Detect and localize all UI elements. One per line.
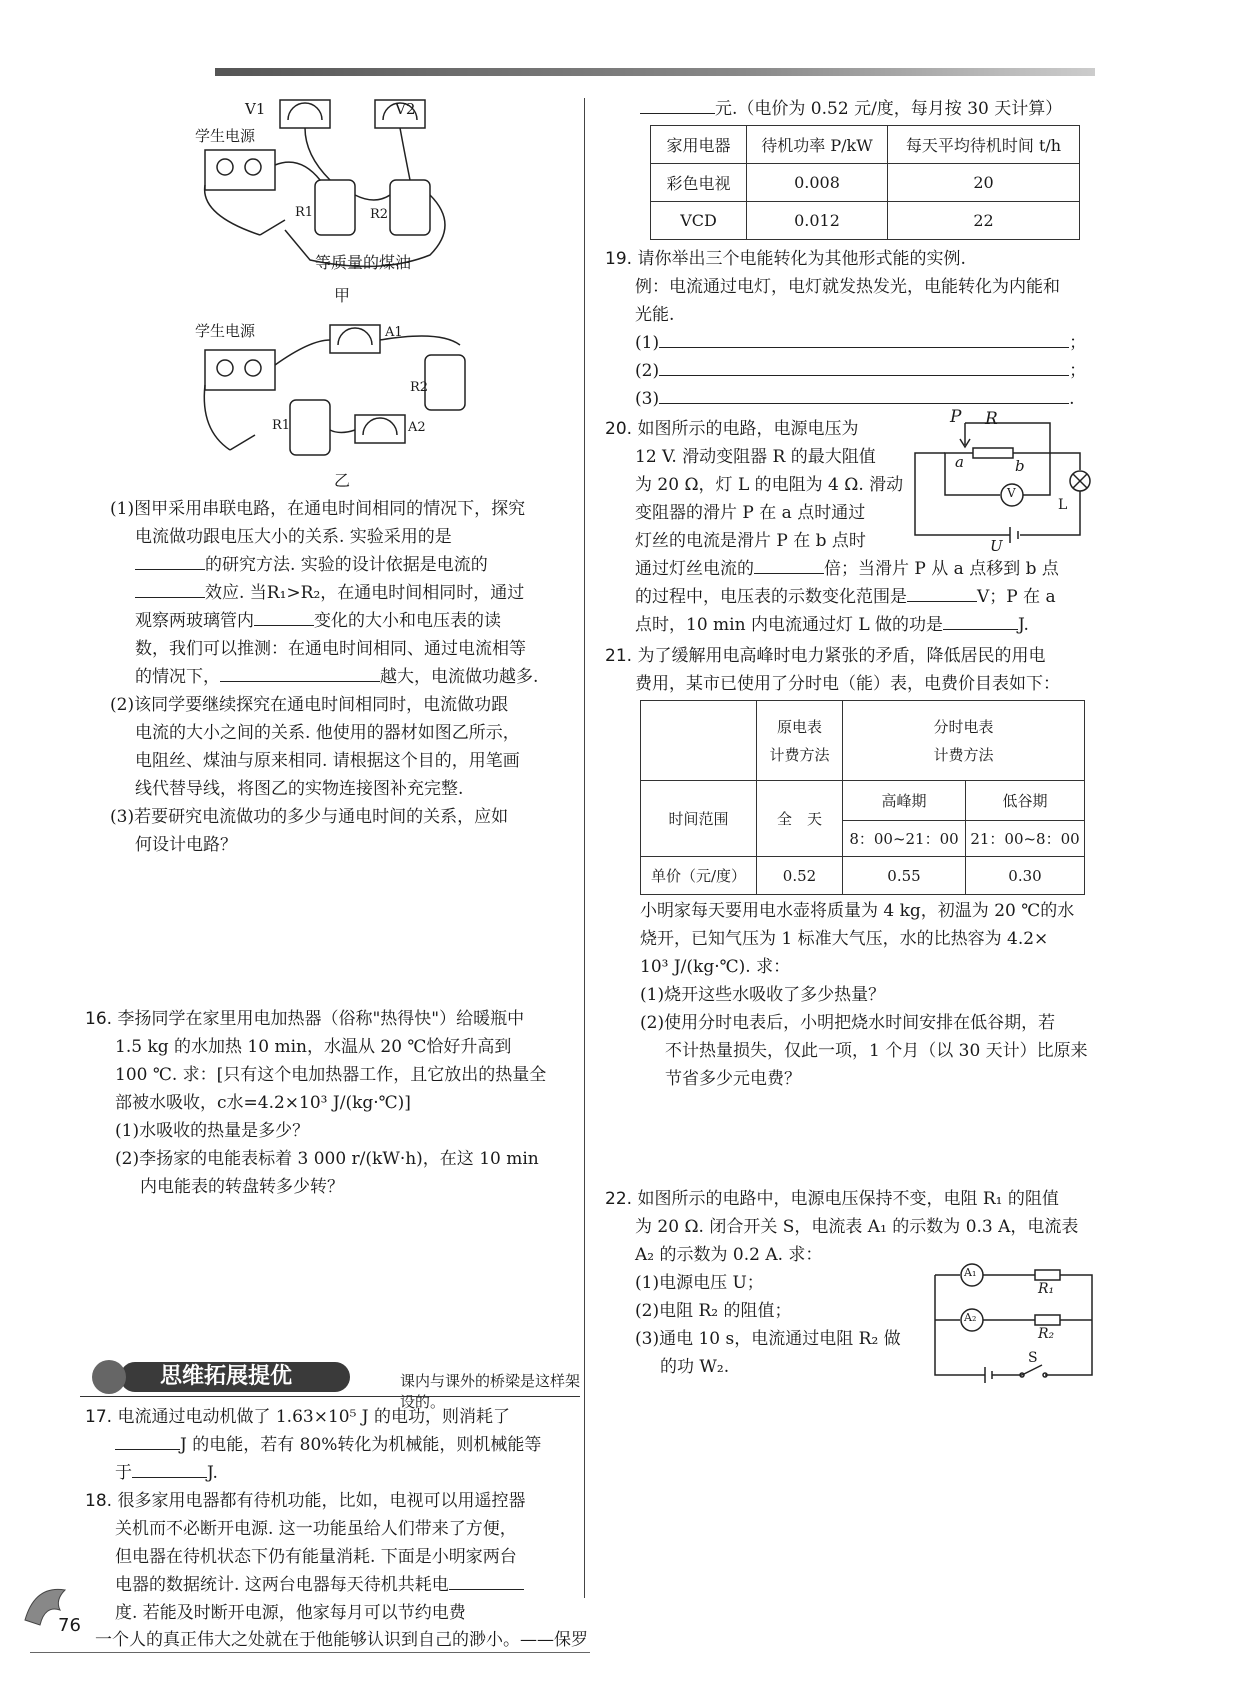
text-line: (3)通电 10 s，电流通过电阻 R₂ 做	[635, 1329, 901, 1349]
text-line: 为了缓解用电高峰时电力紧张的矛盾，降低居民的用电	[637, 646, 1046, 666]
q21-table-wrap	[640, 700, 1085, 895]
u-label: U	[990, 537, 1003, 555]
footer-quote: 一个人的真正伟大之处就在于他能够认识到自己的渺小。——保罗	[95, 1630, 588, 1650]
question-number: 20.	[605, 419, 633, 439]
q15-parts	[110, 495, 570, 859]
power-label: 学生电源	[195, 127, 256, 145]
table-cell: 21：00~8：00	[966, 821, 1085, 857]
table-header: 分时电表 计费方法	[843, 701, 1085, 781]
text-line: (3)若要研究电流做功的多少与通电时间的关系，应如	[110, 807, 509, 827]
answer-blank[interactable]	[943, 611, 1018, 630]
table-header: 家用电器	[651, 126, 747, 164]
text-line: 12 V. 滑动变阻器 R 的最大阻值	[635, 447, 876, 467]
table-cell: 0.30	[966, 857, 1085, 895]
table-cell: 彩色电视	[651, 164, 747, 202]
text-line: 例：电流通过电灯，电灯就发热发光，电能转化为内能和	[635, 277, 1060, 297]
standby-table	[650, 125, 1080, 240]
text-line: 李扬同学在家里用电加热器（俗称"热得快"）给暖瓶中	[117, 1009, 525, 1029]
text-line: 灯丝的电流是滑片 P 在 b 点时	[635, 531, 866, 551]
power-label: 学生电源	[195, 322, 256, 340]
v-label: V	[1007, 486, 1016, 500]
figure-jia	[190, 95, 550, 295]
text-line: 10³ J/(kg·℃). 求：	[640, 957, 791, 977]
answer-blank[interactable]	[220, 663, 380, 682]
text-line: 为 20 Ω. 闭合开关 S，电流表 A₁ 的示数为 0.3 A，电流表	[635, 1217, 1079, 1237]
text-line: (1)电源电压 U；	[635, 1273, 764, 1293]
footer-rule	[30, 1652, 590, 1653]
question-21	[605, 642, 1105, 698]
text-line: 效应. 当R₁>R₂，在通电时间相同时，通过	[110, 579, 570, 607]
question-number: 18.	[85, 1491, 113, 1511]
question-number: 16.	[85, 1009, 113, 1029]
text-line: (1)烧开这些水吸收了多少热量？	[640, 985, 886, 1005]
answer-blank[interactable]	[640, 95, 715, 114]
table-header: 每天平均待机时间 t/h	[888, 126, 1080, 164]
figure-yi-caption: 乙	[334, 471, 351, 490]
oil-label: 等质量的煤油	[315, 253, 412, 272]
q18-table-wrap	[650, 125, 1080, 240]
text-line: 的研究方法. 实验的设计依据是电流的	[110, 551, 570, 579]
a2-label: A₂	[964, 1311, 977, 1324]
r-label: R	[985, 409, 998, 429]
table-header: 待机功率 P/kW	[747, 126, 888, 164]
text-line: 内电能表的转盘转多少转？	[140, 1177, 344, 1197]
a1-label: A1	[385, 325, 403, 340]
v2-label: V2	[395, 100, 416, 118]
table-cell: 时间范围	[641, 781, 757, 857]
shell-icon	[92, 1360, 126, 1394]
text-line: (2)该同学要继续探究在通电时间相同时，电流做功跟	[110, 695, 509, 715]
table-cell: 0.55	[843, 857, 966, 895]
answer-blank[interactable]	[135, 579, 205, 598]
text-line: 电流做功跟电压大小的关系. 实验采用的是	[135, 527, 452, 547]
switch-label: S	[1028, 1350, 1038, 1366]
q20-circuit	[910, 407, 1095, 565]
b-label: b	[1015, 457, 1025, 475]
table-cell: 8：00~21：00	[843, 821, 966, 857]
q22-circuit-drawing	[930, 1265, 1095, 1380]
table-cell: 22	[888, 202, 1080, 240]
text-line: 如图所示的电路，电源电压为	[637, 419, 859, 439]
figure-jia-caption: 甲	[334, 286, 351, 305]
answer-line[interactable]	[659, 385, 1069, 404]
text-line: 数，我们可以推测：在通电时间相同、通过电流相等	[135, 639, 526, 659]
table-cell: 0.012	[747, 202, 888, 240]
table-cell: 高峰期	[843, 781, 966, 821]
question-number: 22.	[605, 1189, 633, 1209]
table-cell: VCD	[651, 202, 747, 240]
text-line: 度. 若能及时断开电源，他家每月可以节约电费	[115, 1603, 466, 1623]
text-line: (2)使用分时电表后，小明把烧水时间安排在低谷期，若	[640, 1013, 1056, 1033]
l-label: L	[1058, 497, 1068, 513]
banner-subtitle: 课内与课外的桥梁是这样架设的。	[400, 1372, 581, 1411]
section-banner	[80, 1358, 581, 1411]
text-line: (1)图甲采用串联电路，在通电时间相同的情况下，探究	[110, 499, 526, 519]
answer-blank[interactable]	[115, 1431, 180, 1450]
price-table	[640, 700, 1085, 895]
table-header: 原电表 计费方法	[757, 701, 843, 781]
question-number: 17.	[85, 1407, 113, 1427]
text-line: 请你举出三个电能转化为其他形式能的实例.	[637, 249, 966, 269]
r1-label: R1	[272, 418, 291, 433]
text-line: 小明家每天要用电水壶将质量为 4 kg，初温为 20 ℃的水	[640, 901, 1075, 921]
question-number: 19.	[605, 249, 633, 269]
text-line: 电阻丝、煤油与原来相同. 请根据这个目的，用笔画	[135, 751, 520, 771]
r2-label: R2	[370, 207, 389, 222]
p-label: P	[950, 407, 962, 427]
q22-circuit	[930, 1265, 1095, 1380]
text-line: (2)李扬家的电能表标着 3 000 r/(kW·h)，在这 10 min	[115, 1149, 539, 1169]
text-line: 的功 W₂.	[660, 1357, 730, 1377]
table-cell: 单价（元/度）	[641, 857, 757, 895]
banner-rule	[80, 1396, 580, 1397]
answer-line[interactable]	[659, 329, 1069, 348]
text-line: 费用，某市已使用了分时电（能）表，电费价目表如下：	[635, 674, 1060, 694]
answer-blank[interactable]	[132, 1459, 207, 1478]
text-line: 何设计电路？	[135, 835, 237, 855]
banner-title: 思维拓展提优	[120, 1362, 350, 1392]
text-line: 如图所示的电路中，电源电压保持不变，电阻 R₁ 的阻值	[637, 1189, 1059, 1209]
text-line: 电流通过电动机做了 1.63×10⁵ J 的电功，则消耗了	[117, 1407, 511, 1427]
column-divider	[584, 98, 585, 1598]
text-line: 1.5 kg 的水加热 10 min，水温从 20 ℃恰好升高到	[115, 1037, 512, 1057]
answer-blank[interactable]	[254, 607, 314, 626]
question-18: 18. 很多家用电器都有待机功能，比如，电视可以用遥控器 关机而不必断开电源. 这一功能虽给人们带来了方便， 但电器在待机状态下仍有能量消耗. 下面是小明家两台 电器的数据统计. 这两台电器每天待机共耗电 度. 若能及时断开电源，他家每月可以节约电费	[85, 1487, 575, 1627]
text-line: 但电器在待机状态下仍有能量消耗. 下面是小明家两台	[115, 1547, 517, 1567]
page-number: 76	[58, 1615, 81, 1636]
text-line: 观察两玻璃管内 变化的大小和电压表的读	[110, 607, 570, 635]
text-line: (2)电阻 R₂ 的阻值；	[635, 1301, 792, 1321]
answer-blank[interactable]	[449, 1571, 524, 1590]
table-cell: 0.52	[757, 857, 843, 895]
question-19: 19. 请你举出三个电能转化为其他形式能的实例. 例：电流通过电灯，电灯就发热发光，电能转化为内能和 光能. (1) ； (2) ； (3) .	[605, 245, 1095, 413]
text-line: (1)水吸收的热量是多少？	[115, 1121, 310, 1141]
table-cell: 全 天	[757, 781, 843, 857]
answer-blank[interactable]	[754, 555, 824, 574]
answer-blank[interactable]	[907, 583, 977, 602]
a2-label: A2	[408, 420, 426, 435]
table-cell: 0.008	[747, 164, 888, 202]
table-cell: 20	[888, 164, 1080, 202]
text-line: 为 20 Ω，灯 L 的电阻为 4 Ω. 滑动	[635, 475, 904, 495]
answer-blank[interactable]	[135, 551, 205, 570]
r2-label: R₂	[1038, 1326, 1055, 1342]
text-line: 烧开，已知气压为 1 标准大气压，水的比热容为 4.2×	[640, 929, 1049, 949]
a-label: a	[955, 453, 964, 471]
text-line: 线代替导线，将图乙的实物连接图补充完整.	[135, 779, 464, 799]
question-20: 20. 如图所示的电路，电源电压为 12 V. 滑动变阻器 R 的最大阻值 为 20 Ω，灯 L 的电阻为 4 Ω. 滑动 变阻器的滑片 P 在 a 点时通过 灯丝的电流是滑片 P 在 b 点时 通过灯丝电流的 倍；当滑片 P 从 a 点移到 b 点 的过程中，电压表的示数变化范围是 V；P 在 a 点时，10 min 内电流通过灯 L 做的功是 J.	[605, 415, 1105, 639]
figure-yi	[190, 320, 490, 465]
q18-continuation: 元.（电价为 0.52 元/度，每月按 30 天计算）	[640, 95, 1062, 123]
text-line: 的情况下， 越大，电流做功越多.	[110, 663, 570, 691]
text-line: 不计热量损失，仅此一项，1 个月（以 30 天计）比原来	[665, 1041, 1088, 1061]
text-line: 节省多少元电费？	[665, 1069, 801, 1089]
v1-label: V1	[245, 100, 266, 118]
text-line: 变阻器的滑片 P 在 a 点时通过	[635, 503, 866, 523]
table-cell: 低谷期	[966, 781, 1085, 821]
figure-yi-drawing	[190, 320, 490, 465]
table-cell-empty	[641, 701, 757, 781]
text-line: A₂ 的示数为 0.2 A. 求：	[635, 1245, 823, 1265]
r1-label: R1	[295, 205, 314, 220]
text-line: 很多家用电器都有待机功能，比如，电视可以用遥控器	[117, 1491, 526, 1511]
text-line: 部被水吸收，c水=4.2×10³ J/(kg·℃)]	[115, 1093, 411, 1113]
text-line: 100 ℃. 求：[只有这个电加热器工作，且它放出的热量全	[115, 1065, 547, 1085]
text-line: 电流的大小之间的关系. 他使用的器材如图乙所示，	[135, 723, 520, 743]
question-number: 21.	[605, 646, 633, 666]
text-line: 关机而不必断开电源. 这一功能虽给人们带来了方便，	[115, 1519, 517, 1539]
q21-body	[640, 897, 1100, 1093]
a1-label: A₁	[964, 1266, 977, 1279]
text-line: 光能.	[635, 305, 675, 325]
answer-line[interactable]	[659, 357, 1069, 376]
question-16	[85, 1005, 575, 1201]
top-rule	[215, 68, 1095, 76]
r2-label: R2	[410, 380, 429, 395]
r1-label: R₁	[1038, 1281, 1055, 1297]
question-17: 17. 电流通过电动机做了 1.63×10⁵ J 的电功，则消耗了 J 的电能，若有 80%转化为机械能，则机械能等 于 J.	[85, 1407, 542, 1483]
